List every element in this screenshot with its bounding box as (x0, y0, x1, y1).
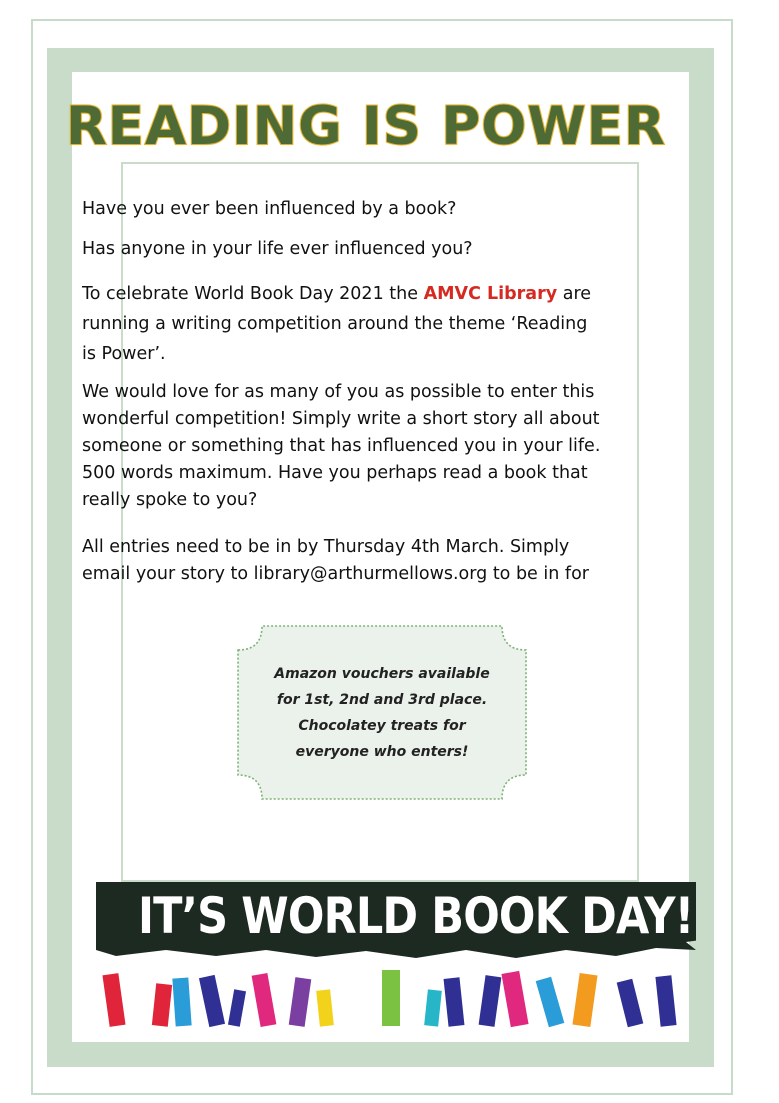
prize-line-3: Chocolatey treats for (298, 718, 466, 734)
book-characters (102, 970, 676, 1027)
invitation-line-1: We would love for as many of you as possible to enter this (82, 382, 595, 402)
banner-heading: IT’S WORLD BOOK DAY! (138, 887, 694, 945)
announcement-line-3: is Power’. (82, 344, 166, 364)
deadline-line-1: All entries need to be in by Thursday 4th March. Simply (82, 537, 570, 557)
competition-announcement (82, 279, 672, 369)
poster-title: READING IS POWER (66, 96, 666, 157)
prize-details (260, 661, 504, 765)
prize-line-1: Amazon vouchers available (274, 666, 490, 682)
announcement-pre: To celebrate World Book Day 2021 the (82, 284, 424, 304)
invitation-line-4: 500 words maximum. Have you perhaps read a book that (82, 463, 588, 483)
announcement-line-2: running a writing competition around the theme ‘Reading (82, 314, 588, 334)
question-book: Have you ever been influenced by a book? (82, 199, 457, 219)
entry-invitation (82, 379, 672, 514)
invitation-line-5: really spoke to you? (82, 490, 258, 510)
invitation-line-3: someone or something that has influenced you in your life. (82, 436, 601, 456)
deadline-line-2: email your story to library@arthurmellows.org to be in for (82, 564, 589, 584)
announcement-post: are (557, 284, 592, 304)
prize-line-4: everyone who enters! (295, 744, 469, 760)
invitation-line-2: wonderful competition! Simply write a short story all about (82, 409, 600, 429)
deadline-info (82, 534, 672, 588)
prize-line-2: for 1st, 2nd and 3rd place. (276, 692, 488, 708)
library-name: AMVC Library (423, 284, 558, 304)
world-book-day-banner (96, 878, 696, 1028)
question-person: Has anyone in your life ever influenced you? (82, 239, 473, 259)
announcement-line-1 (82, 279, 672, 309)
